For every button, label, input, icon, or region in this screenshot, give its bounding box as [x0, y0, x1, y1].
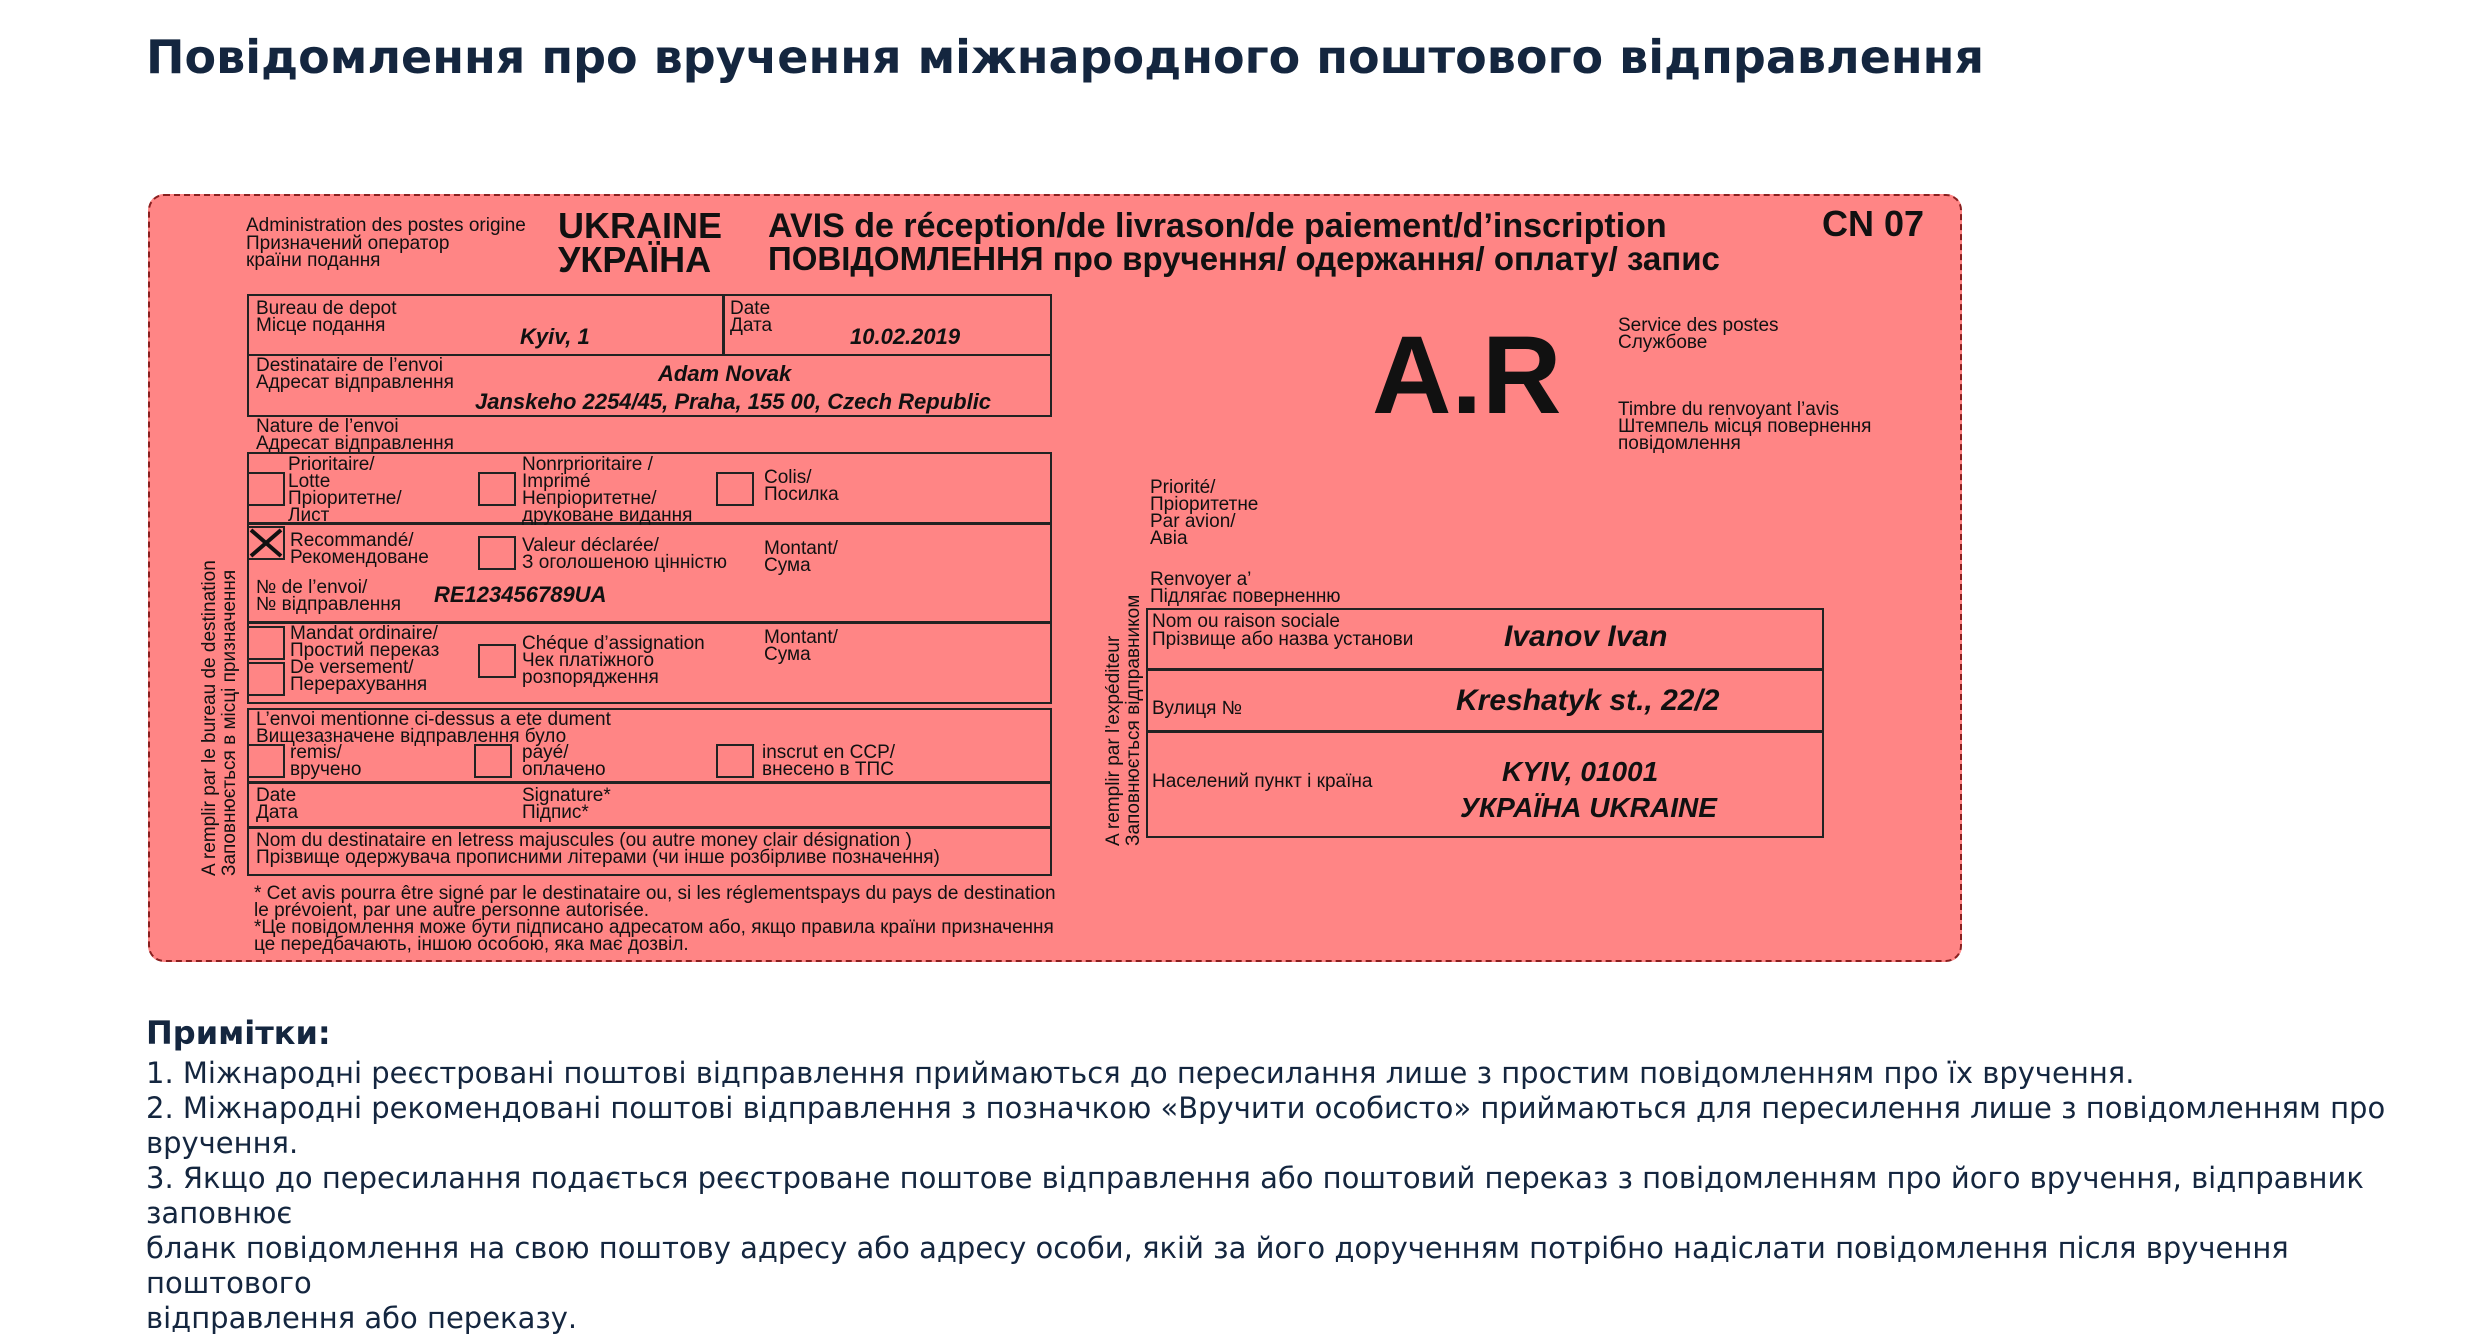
date2-label-ua: Дата: [256, 802, 299, 823]
checkbox-remis[interactable]: [247, 744, 285, 778]
side-label-left: [200, 560, 240, 876]
heading-ua: ПОВІДОМЛЕННЯ про вручення/ одержання/ оплату/ запис: [768, 240, 1720, 277]
date-label-ua: Дата: [730, 315, 773, 336]
date-value: 10.02.2019: [850, 324, 961, 349]
priorite-l3: Par avion/: [1150, 511, 1236, 532]
recommande-l1: Recommandé/: [290, 530, 414, 551]
montant-l2: Сума: [764, 555, 811, 576]
envoi-label-fr: L’envoi mentionne ci-dessus a ete dument: [256, 709, 611, 730]
nom-label-ua: Прізвище одержувача прописними літерами (чи інше розбірливе позначення): [256, 847, 940, 868]
date-label-fr: Date: [730, 298, 771, 319]
checkmark-x-icon: [249, 528, 283, 558]
priorite-l1: Priorité/: [1150, 477, 1216, 498]
destinataire-name: Adam Novak: [658, 361, 792, 386]
side-right-fr: A remplir par l’expéditeur: [1103, 635, 1124, 846]
montant2-l2: Сума: [764, 644, 811, 665]
sender-name: Ivanov Ivan: [1504, 620, 1668, 653]
checkbox-recommande[interactable]: [247, 526, 285, 560]
note-3-cont-1: бланк повідомлення на свою поштову адресу або адресу особи, якій за його дорученням потрібно надіслати повідомлення після вручення поштового: [146, 1231, 2289, 1300]
footnote-4: це передбачають, іншою особою, яка має дозвіл.: [254, 934, 689, 955]
side-label-right: [1104, 595, 1144, 846]
timbre-ua2: повідомлення: [1618, 433, 1741, 454]
nature-label-ua: Адресат відправлення: [256, 433, 454, 454]
notes-section: [146, 1014, 2446, 1336]
sender-divider-1: [1146, 668, 1824, 671]
nonprio-l2: Imprimé: [522, 471, 591, 492]
prioritaire-l1: Prioritaire/: [288, 454, 375, 475]
destinataire-address: Janskeho 2254/45, Praha, 155 00, Czech Republic: [475, 389, 992, 414]
paye-l2: оплачено: [522, 759, 606, 780]
destinataire-label-ua: Адресат відправлення: [256, 372, 454, 393]
bureau-value: Kyiv, 1: [520, 324, 590, 349]
versement-l2: Перерахування: [290, 674, 428, 695]
footnote-3: *Це повідомлення може бути підписано адресатом або, якщо правила країни призначення: [254, 917, 1054, 938]
checkbox-valeur[interactable]: [478, 536, 516, 570]
page-title: Повідомлення про вручення міжнародного поштового відправлення: [146, 30, 1985, 84]
country-ua: УКРАЇНА: [558, 239, 712, 280]
valeur-l2: З оголошеною цінністю: [522, 552, 728, 573]
city-value-2: УКРАЇНА UKRAINE: [1460, 792, 1717, 823]
form-code: CN 07: [1822, 203, 1925, 244]
colis-l2: Посилка: [764, 484, 839, 505]
numero-label-ua: № відправлення: [256, 594, 402, 615]
remis-l2: вручено: [290, 759, 362, 780]
inscrit-l1: inscrut en CCP/: [762, 742, 896, 763]
notes-title: Примітки:: [146, 1014, 331, 1052]
origin-label-fr: Administration des postes origine: [246, 215, 526, 236]
nom-label-fr: Nom du destinataire en letress majuscules (ou autre money clair désignation ): [256, 830, 912, 851]
signature-label-fr: Signature*: [522, 785, 611, 806]
checkbox-versement[interactable]: [247, 662, 285, 696]
recommande-l2: Рекомендоване: [290, 547, 429, 568]
timbre-fr: Timbre du renvoyant l’avis: [1618, 399, 1840, 420]
colis-l1: Colis/: [764, 467, 812, 488]
note-2: 2. Міжнародні рекомендовані поштові відправлення з позначкою «Вручити особисто» приймаються для пересилення лише з повідомленням про вручення.: [146, 1091, 2386, 1160]
cheque-l3: розпорядження: [522, 667, 659, 688]
envoi-label-ua: Вищезазначене відправлення було: [256, 726, 567, 747]
bureau-label-ua: Місце подання: [256, 315, 386, 336]
nonprio-l3: Непріоритетне/: [522, 488, 657, 509]
heading-fr: AVIS de réception/de livrason/de paiement/d’inscription: [768, 207, 1667, 245]
nature-label-fr: Nature de l’envoi: [256, 416, 399, 437]
origin-label-ua2: країни подання: [246, 250, 381, 271]
numero-label-fr: № de l’envoi/: [256, 577, 368, 598]
side-left-ua: Заповнюється в місці призначення: [218, 569, 240, 876]
nom-social-ua: Прізвище або назва установи: [1152, 629, 1414, 650]
prioritaire-l3: Пріоритетне/: [288, 488, 402, 509]
renvoyer-ua: Підлягає поверненню: [1150, 586, 1341, 607]
checkbox-mandat[interactable]: [247, 626, 285, 660]
footnote-1: * Cet avis pourra être signé par le destinataire ou, si les réglementspays du pays de destination: [254, 883, 1056, 904]
note-3: 3. Якщо до пересилання подається реєстроване поштове відправлення або поштовий переказ з повідомленням про його вручення, відправник заповнює: [146, 1161, 2364, 1230]
checkbox-inscrit[interactable]: [716, 744, 754, 778]
montant2-l1: Montant/: [764, 627, 838, 648]
service-fr: Service des postes: [1618, 315, 1779, 336]
ar-mark: A.R: [1372, 314, 1562, 437]
side-right-ua: Заповнюється відправником: [1122, 594, 1144, 846]
mandat-l2: Простий переказ: [290, 640, 440, 661]
delivery-divider-1: [247, 781, 1052, 784]
nom-social-fr: Nom ou raison sociale: [1152, 611, 1340, 632]
renvoyer-fr: Renvoyer a’: [1150, 569, 1252, 590]
numero-value: RE123456789UA: [434, 582, 607, 607]
bureau-date-divider: [722, 294, 725, 356]
origin-label-ua1: Призначений оператор: [246, 233, 450, 254]
side-left-fr: A remplir par le bureau de destination: [199, 560, 220, 876]
nonprio-l4: друковане видання: [522, 505, 693, 526]
cheque-l2: Чек платіжного: [522, 650, 655, 671]
signature-label-ua: Підпис*: [522, 802, 589, 823]
city-value-1: KYIV, 01001: [1502, 756, 1659, 787]
prioritaire-l2: Lotte: [288, 471, 331, 492]
street-value: Kreshatyk st., 22/2: [1456, 684, 1720, 717]
bureau-label-fr: Bureau de depot: [256, 298, 397, 319]
checkbox-nonprioritaire[interactable]: [478, 472, 516, 506]
priorite-l2: Пріоритетне: [1150, 494, 1259, 515]
note-3-cont-2: відправлення або переказу.: [146, 1301, 578, 1335]
timbre-ua1: Штемпель місця повернення: [1618, 416, 1872, 437]
checkbox-paye[interactable]: [474, 744, 512, 778]
country-en: UKRAINE: [558, 205, 723, 246]
nonprio-l1: Nonrprioritaire /: [522, 454, 653, 475]
inscrit-l2: внесено в ТПС: [762, 759, 894, 780]
sender-divider-2: [1146, 730, 1824, 733]
valeur-l1: Valeur déclarée/: [522, 535, 659, 556]
remis-l1: remis/: [290, 742, 342, 763]
paye-l1: payé/: [522, 742, 569, 763]
priorite-l4: Авіа: [1150, 528, 1188, 549]
checkbox-colis[interactable]: [716, 472, 754, 506]
destinataire-label-fr: Destinataire de l’envoi: [256, 355, 443, 376]
versement-l1: De versement/: [290, 657, 414, 678]
checkbox-cheque[interactable]: [478, 644, 516, 678]
cheque-l1: Chéque d’assignation: [522, 633, 705, 654]
delivery-divider-2: [247, 826, 1052, 829]
mandat-l1: Mandat ordinaire/: [290, 623, 438, 644]
cn07-form: [148, 194, 1962, 962]
checkbox-prioritaire[interactable]: [247, 472, 285, 506]
montant-l1: Montant/: [764, 538, 838, 559]
street-label: Вулиця №: [1152, 698, 1243, 719]
date2-label-fr: Date: [256, 785, 297, 806]
service-ua: Службове: [1618, 332, 1708, 353]
note-1: 1. Міжнародні реєстровані поштові відправлення приймаються до пересилання лише з простим повідомленням про їх вручення.: [146, 1056, 2135, 1090]
footnote-2: le prévoient, par une autre personne autorisée.: [254, 900, 650, 921]
prioritaire-l4: Лист: [288, 505, 330, 526]
city-label: Населений пункт і країна: [1152, 771, 1373, 792]
